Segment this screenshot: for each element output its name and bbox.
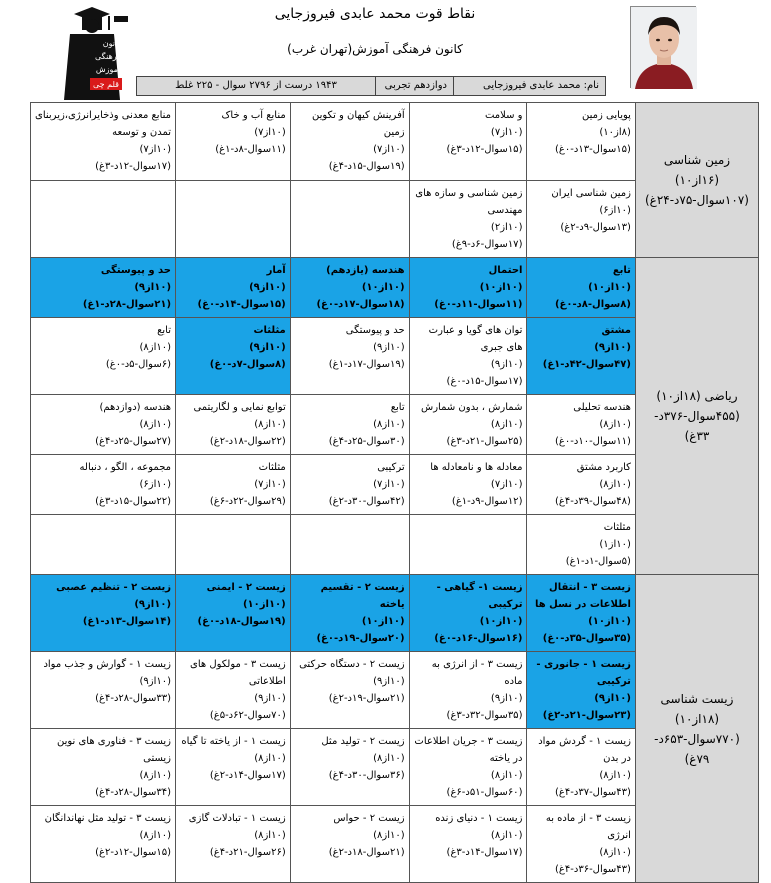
topic-name: زیست ۳ - انتقال اطلاعات در نسل ها (534, 582, 631, 610)
topic-name: تابع (612, 265, 631, 276)
topic-cell (176, 103, 291, 181)
topic-name: مثلثات (253, 325, 286, 336)
topic-stats: (۱۷سوال-۱۴د-۳غ) (446, 847, 523, 858)
subject-label: (۴۵۵سوال-۳۷۶د- (654, 409, 740, 423)
topic-score: (۱۰از۸) (490, 419, 523, 430)
topic-score: (۱۰از۷) (373, 479, 405, 490)
topic-name: هندسه تحلیلی (573, 402, 631, 413)
topic-stats: (۷۰سوال-۶۲د-۵غ) (209, 710, 286, 721)
topic-score: (۱۰از۷) (490, 479, 523, 490)
topic-stats: (۲۰سوال-۱۹د-۰غ) (316, 633, 405, 644)
topic-score: (۱۰از۸) (599, 479, 631, 490)
topic-score: (۱۰از۹) (490, 359, 523, 370)
topic-stats: (۱۱سوال-۱۱د-۰غ) (434, 299, 523, 310)
topic-cell (527, 455, 635, 515)
topic-score: (۱۰از۹) (249, 342, 286, 353)
topic-stats: (۱۳سوال-۹د-۲غ) (560, 222, 631, 233)
topic-stats: (۱۷سوال-۶د-۹غ) (451, 239, 523, 250)
topic-cell (290, 395, 409, 455)
report-title: نقاط قوت محمد عابدی فیروزجایی (274, 6, 476, 22)
topic-score: (۱۰از۸) (599, 770, 631, 781)
subject-label: ریاضی (۱۸از۱۰) (656, 389, 738, 403)
topic-stats: (۱۱سوال-۸د-۱غ) (215, 144, 286, 155)
topic-stats: (۱۵سوال-۱۴د-۰غ) (197, 299, 286, 310)
report-header (0, 0, 771, 100)
topic-stats: (۱۵سوال-۱۳د-۰غ) (555, 144, 631, 155)
topic-name: منابع معدنی وذخایرانرژی،زیربنای تمدن و توسعه (35, 110, 172, 138)
topic-score: (۱۰از۸) (139, 419, 172, 430)
topic-score: (۱۰از۷) (490, 127, 523, 138)
topic-stats: (۴۸سوال-۳۹د-۴غ) (555, 496, 631, 507)
topic-stats: (۱۵سوال-۱۲د-۲غ) (95, 847, 172, 858)
topic-cell (527, 395, 635, 455)
topic-cell (31, 455, 176, 515)
topic-stats: (۸سوال-۷د-۰غ) (209, 359, 286, 370)
topic-cell (176, 318, 291, 395)
topic-score: (۱۰از۷) (373, 144, 405, 155)
empty-cell (409, 515, 527, 575)
topic-score: (۱۰از۸) (139, 342, 172, 353)
topic-name: کاربرد مشتق (576, 462, 631, 473)
topic-stats: (۱۱سوال-۱۰د-۰غ) (555, 436, 631, 447)
topic-cell (290, 652, 409, 729)
topic-cell (290, 575, 409, 652)
topic-name: توان های گویا و عبارت های جبری (428, 325, 523, 353)
topic-cell (527, 729, 635, 806)
empty-cell (176, 181, 291, 258)
topic-stats: (۱۹سوال-۱۷د-۱غ) (328, 359, 405, 370)
topic-name: زیست ۲ - تقسیم یاخته (320, 582, 405, 610)
topic-name: زیست ۳ - فناوری های نوین زیستی (56, 736, 172, 764)
topic-name: تابع (157, 325, 172, 336)
topic-stats: (۱۷سوال-۱۵د-۰غ) (446, 376, 523, 387)
strengths-table-wrap (30, 102, 759, 875)
topic-stats: (۱۶سوال-۱۶د-۰غ) (434, 633, 523, 644)
empty-cell (290, 515, 409, 575)
topic-stats: (۲۳سوال-۲۱د-۲غ) (542, 710, 631, 721)
topic-stats: (۱۹سوال-۱۸د-۰غ) (197, 616, 286, 627)
topic-name: زیست ۳ - از انرژی به ماده (431, 659, 523, 687)
subject-label: (۱۰۷سوال-۷۵د-۲۴غ) (644, 193, 749, 207)
topic-name: زیست ۱ - گوارش و جذب مواد (43, 659, 172, 670)
topic-stats: (۲۱سوال-۱۸د-۲غ) (328, 847, 405, 858)
topic-stats: (۶۰سوال-۵۱د-۶غ) (446, 787, 523, 798)
topic-name: هندسه (یازدهم) (326, 265, 405, 276)
strengths-table (30, 102, 759, 883)
topic-name: زیست ۳ - از ماده به انرژی (545, 813, 631, 841)
topic-cell (31, 103, 176, 181)
subject-label: (۷۷۰سوال-۶۵۳د- (654, 731, 740, 746)
topic-stats: (۲۱سوال-۱۹د-۲غ) (328, 693, 405, 704)
topic-stats: (۳۶سوال-۳۰د-۴غ) (328, 770, 405, 781)
subject-cell (635, 103, 758, 258)
topic-name: زیست ۱ - جانوری - ترکیبی (536, 659, 631, 687)
topic-cell (409, 103, 527, 181)
topic-score: (۱۰از۸) (254, 753, 286, 764)
topic-cell (409, 652, 527, 729)
topic-score: (۱۰از۱۰) (588, 616, 631, 627)
topic-name: آمار (266, 265, 286, 276)
topic-cell (409, 258, 527, 318)
topic-stats: (۸سوال-۸د-۰غ) (554, 299, 631, 310)
topic-score: (۱۰از۸) (139, 770, 172, 781)
topic-stats: (۳۰سوال-۲۵د-۴غ) (328, 436, 405, 447)
topic-stats: (۱۵سوال-۱۲د-۳غ) (446, 144, 523, 155)
topic-score: (۱۰از۷) (254, 479, 286, 490)
student-photo (630, 6, 696, 88)
topic-score: (۱۰از۸) (373, 419, 405, 430)
topic-score: (۱۰از۹) (134, 282, 172, 293)
topic-cell (290, 258, 409, 318)
topic-name: منابع آب و خاک (221, 110, 286, 121)
student-name: نام: محمد عابدی فیروزجایی (453, 77, 605, 95)
topic-cell (409, 806, 527, 883)
topic-name: زیست ۲ - تنظیم عصبی (56, 582, 172, 593)
topic-cell (527, 515, 635, 575)
topic-score: (۱۰از۸) (599, 847, 631, 858)
topic-name: زیست ۳ - مولکول های اطلاعاتی (190, 659, 286, 687)
topic-stats: (۲۹سوال-۲۲د-۶غ) (209, 496, 286, 507)
topic-name: ترکیبی (377, 462, 405, 473)
topic-score: (۱۰از۱۰) (479, 616, 523, 627)
topic-name: هندسه (دوازدهم) (99, 402, 172, 413)
topic-name: پویایی زمین (582, 110, 631, 121)
topic-stats: (۵سوال-۱د-۱غ) (565, 556, 631, 567)
topic-cell (290, 455, 409, 515)
topic-score: (۱۰از۱۰) (361, 282, 405, 293)
topic-score: (۱۰از۹) (490, 693, 523, 704)
topic-score: (۱۰از۸) (373, 830, 405, 841)
topic-score: (۱۰از۹) (594, 693, 631, 704)
topic-score: (۱۰از۸) (254, 830, 286, 841)
topic-name: زیست ۱ - تبادلات گازی (188, 813, 286, 824)
topic-stats: (۴۲سوال-۳۰د-۲غ) (328, 496, 405, 507)
topic-stats: (۶سوال-۵د-۰غ) (105, 359, 172, 370)
empty-cell (176, 515, 291, 575)
topic-cell (176, 806, 291, 883)
topic-name: شمارش ، بدون شمارش (421, 402, 523, 413)
topic-score: (۱۰از۸) (599, 419, 631, 430)
topic-cell (31, 575, 176, 652)
topic-name: زمین شناسی ایران (551, 188, 631, 199)
topic-cell (31, 318, 176, 395)
topic-score: (۱۰از۸) (373, 753, 405, 764)
topic-stats: (۳۴سوال-۲۸د-۴غ) (95, 787, 172, 798)
topic-name: تابع (390, 402, 405, 413)
topic-score: (۸از۱۰) (599, 127, 631, 138)
topic-cell (527, 103, 635, 181)
topic-cell (176, 575, 291, 652)
topic-score: (۱۰از۹) (134, 599, 172, 610)
topic-stats: (۴۳سوال-۳۶د-۴غ) (555, 864, 631, 875)
topic-cell (527, 652, 635, 729)
topic-score: (۱۰از۸) (490, 830, 523, 841)
logo-text-4: قلم چی (93, 80, 119, 89)
subject-cell (635, 258, 758, 575)
topic-score: (۱۰از۱۰) (479, 282, 523, 293)
topic-score: (۱۰از۸) (139, 830, 172, 841)
topic-score: (۱۰از۹) (249, 282, 286, 293)
topic-score: (۱۰از۹) (594, 342, 631, 353)
table-row (31, 103, 759, 181)
subject-label: زیست شناسی (۱۸از۱۰) (660, 691, 734, 726)
topic-name: زیست ۳ - جریان اطلاعات در یاخته (414, 736, 523, 764)
topic-name: آفرینش کیهان و تکوین زمین (311, 110, 405, 138)
topic-cell (176, 258, 291, 318)
topic-score: (۱۰از۸) (490, 770, 523, 781)
subject-label: زمین شناسی (۱۶از۱۰) (663, 153, 731, 187)
topic-score: (۱۰از۸) (254, 419, 286, 430)
report-subtitle: کانون فرهنگی آموزش(تهران غرب) (287, 42, 463, 56)
topic-score: (۱۰از۹) (373, 342, 405, 353)
topic-cell (409, 395, 527, 455)
topic-stats: (۲۶سوال-۲۱د-۴غ) (209, 847, 286, 858)
topic-score: (۱۰از۲) (490, 222, 523, 233)
logo-text-1: کانون (102, 39, 122, 48)
topic-name: مثلثات (258, 462, 286, 473)
topic-cell (527, 806, 635, 883)
topic-name: زمین شناسی و سازه های مهندسی (415, 188, 523, 216)
topic-score: (۱۰از۹) (254, 693, 286, 704)
topic-cell (527, 318, 635, 395)
topic-cell (31, 806, 176, 883)
topic-cell (527, 181, 635, 258)
topic-cell (31, 652, 176, 729)
topic-cell (409, 575, 527, 652)
topic-stats: (۲۲سوال-۱۸د-۲غ) (209, 436, 286, 447)
logo (52, 4, 132, 100)
student-grade: دوازدهم تجربی (375, 77, 453, 95)
topic-cell (31, 258, 176, 318)
topic-name: مجموعه ، الگو ، دنباله (79, 462, 172, 473)
topic-name: احتمال (488, 265, 523, 276)
topic-cell (176, 729, 291, 806)
topic-score: (۱۰از۱۰) (588, 282, 631, 293)
topic-score: (۱۰از۹) (373, 676, 405, 687)
student-info-bar (136, 76, 606, 96)
topic-score: (۱۰از۷) (254, 127, 286, 138)
topic-cell (409, 729, 527, 806)
topic-name: زیست ۲ - تولید مثل (321, 736, 405, 747)
topic-stats: (۱۸سوال-۱۷د-۰غ) (316, 299, 405, 310)
subject-cell (635, 575, 758, 883)
topic-cell (31, 729, 176, 806)
topic-stats: (۱۷سوال-۱۴د-۲غ) (209, 770, 286, 781)
topic-name: زیست ۲ - ایمنی (206, 582, 286, 593)
topic-cell (409, 318, 527, 395)
topic-stats: (۴۷سوال-۴۲د-۱غ) (542, 359, 631, 370)
topic-stats: (۲۱سوال-۲۸د-۱غ) (82, 299, 172, 310)
topic-cell (290, 729, 409, 806)
topic-cell (176, 395, 291, 455)
empty-cell (31, 515, 176, 575)
logo-text-3: آموزش (95, 65, 121, 74)
subject-label: ۳۳غ) (684, 429, 710, 443)
topic-name: و سلامت (484, 110, 523, 121)
topic-score: (۱۰از۷) (139, 144, 172, 155)
topic-stats: (۳۵سوال-۳۵د-۰غ) (542, 633, 631, 644)
topic-cell (176, 652, 291, 729)
topic-name: حد و پیوستگی (100, 265, 172, 276)
topic-stats: (۳۳سوال-۲۸د-۴غ) (95, 693, 172, 704)
empty-cell (290, 181, 409, 258)
topic-cell (527, 258, 635, 318)
topic-cell (527, 575, 635, 652)
topic-name: زیست ۱ - گردش مواد در بدن (538, 736, 631, 764)
topic-score: (۱۰از۱) (599, 539, 631, 550)
topic-stats: (۳۵سوال-۳۲د-۳غ) (446, 710, 523, 721)
topic-stats: (۱۴سوال-۱۳د-۱غ) (82, 616, 172, 627)
topic-cell (290, 806, 409, 883)
topic-cell (409, 455, 527, 515)
empty-cell (31, 181, 176, 258)
topic-score: (۱۰از۶) (599, 205, 631, 216)
topic-score: (۱۰از۶) (139, 479, 172, 490)
topic-stats: (۲۷سوال-۲۵د-۴غ) (95, 436, 172, 447)
topic-stats: (۲۲سوال-۱۵د-۳غ) (95, 496, 172, 507)
topic-stats: (۴۳سوال-۳۷د-۴غ) (555, 787, 631, 798)
table-row (31, 575, 759, 652)
topic-cell (290, 318, 409, 395)
topic-score: (۱۰از۱۰) (361, 616, 405, 627)
topic-name: زیست ۲ - دستگاه حرکتی (299, 659, 405, 670)
topic-name: زیست ۱- گیاهی - ترکیبی (436, 582, 523, 610)
person-photo-icon (631, 7, 697, 89)
topic-name: معادله ها و نامعادله ها (430, 462, 523, 473)
topic-score: (۱۰از۱۰) (242, 599, 286, 610)
table-row (31, 258, 759, 318)
topic-stats: (۱۷سوال-۱۲د-۳غ) (95, 161, 172, 172)
logo-text-2: فرهنگی (95, 52, 121, 61)
topic-name: زیست ۲ - حواس (333, 813, 405, 824)
topic-cell (176, 455, 291, 515)
topic-cell (409, 181, 527, 258)
topic-cell (290, 103, 409, 181)
topic-name: مشتق (601, 325, 631, 336)
topic-name: زیست ۳ - تولید مثل نهاندانگان (44, 813, 172, 824)
topic-name: توابع نمایی و لگاریتمی (193, 402, 286, 413)
topic-cell (31, 395, 176, 455)
topic-name: حد و پیوستگی (345, 325, 405, 336)
topic-name: زیست ۱ - از یاخته تا گیاه (181, 736, 286, 747)
topic-score: (۱۰از۹) (139, 676, 172, 687)
topic-stats: (۱۲سوال-۹د-۱غ) (451, 496, 523, 507)
subject-label: ۷۹غ) (684, 751, 710, 766)
topic-stats: (۲۵سوال-۲۱د-۳غ) (446, 436, 523, 447)
topic-stats: (۱۹سوال-۱۵د-۴غ) (328, 161, 405, 172)
topic-name: زیست ۱ - دنیای زنده (435, 813, 523, 824)
student-stats: ۱۹۴۳ درست از ۲۷۹۶ سوال - ۲۲۵ غلط (175, 80, 337, 91)
topic-name: مثلثات (603, 522, 631, 533)
